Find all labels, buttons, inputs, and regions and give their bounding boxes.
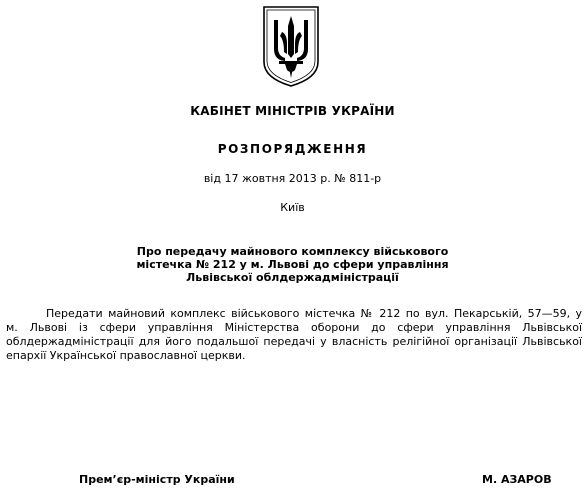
subject-line: Львівської облдержадміністрації	[186, 271, 399, 284]
signatory-title: Прем’єр-міністр України	[79, 473, 235, 486]
subject-line: містечка № 212 у м. Львові до сфери управління	[136, 258, 449, 271]
document-place: Київ	[280, 201, 305, 214]
document-date-number: від 17 жовтня 2013 р. № 811-р	[203, 172, 382, 185]
body-line: Передати майновий комплекс військового містечка № 212 по вул. Пекарській, 57—59, у	[46, 307, 582, 320]
subject-line: Про передачу майнового комплексу військового	[136, 245, 449, 258]
body-line: м. Львові із сфери управління Міністерства оборони до сфери управління Львівської	[6, 321, 582, 334]
document-type: РОЗПОРЯДЖЕННЯ	[217, 142, 368, 156]
body-line: епархії Української православної церкви.	[6, 349, 246, 362]
trident-coat-of-arms-icon	[261, 4, 321, 88]
signatory-name: М. АЗАРОВ	[482, 473, 552, 486]
document-subject	[0, 245, 585, 284]
document-body	[6, 307, 582, 363]
body-line: облдержадміністрації для його подальшої передачі у власність релігійної організації Львівської	[6, 335, 582, 348]
issuing-authority: КАБІНЕТ МІНІСТРІВ УКРАЇНИ	[190, 104, 395, 118]
